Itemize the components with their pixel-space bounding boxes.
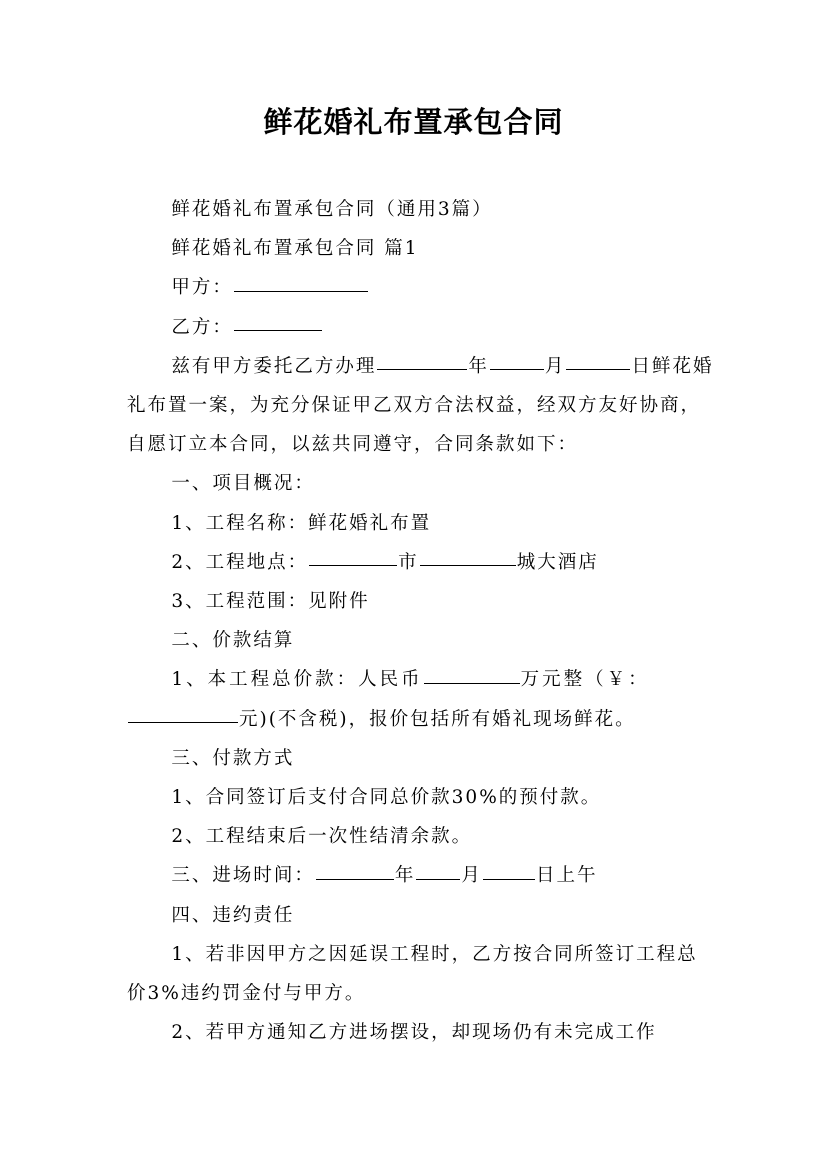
entry-month-blank	[416, 859, 460, 879]
item-2-label: 2、工程地点：	[171, 551, 309, 573]
price-text-1: 1、本工程总价款：人民币	[171, 669, 423, 691]
entry-year-blank	[316, 859, 394, 879]
section-1-heading: 一、项目概况：	[171, 473, 315, 495]
price-wan-blank	[424, 663, 520, 683]
breach-2-paragraph: 2、若甲方通知乙方进场摆设，却现场仍有未完成工作	[171, 1022, 657, 1044]
party-b-blank	[234, 310, 322, 330]
entry-day-label: 日上午	[535, 865, 598, 887]
chapter-line: 鲜花婚礼布置承包合同 篇1	[171, 238, 419, 260]
item-2-hotel: 城大酒店	[516, 551, 599, 573]
party-a-label: 甲方：	[171, 277, 233, 299]
intro-month-label: 月	[544, 355, 566, 377]
subtitle-line: 鲜花婚礼布置承包合同（通用3篇）	[171, 199, 493, 220]
section-4-heading: 四、违约责任	[171, 904, 295, 926]
intro-month-blank	[490, 350, 544, 370]
entry-day-blank	[483, 859, 535, 879]
hotel-blank	[420, 546, 516, 566]
breach-1-paragraph: 1、若非因甲方之因延误工程时，乙方按合同所签订工程总价3%违约罚金付与甲方。	[127, 943, 698, 1005]
pay-1-line: 1、合同签订后支付合同总价款30%的预付款。	[171, 787, 602, 809]
intro-text-1: 兹有甲方委托乙方办理	[171, 355, 377, 377]
pay-2-line: 2、工程结束后一次性结清余款。	[171, 826, 473, 848]
price-text-2: 万元整（￥：	[520, 669, 650, 691]
entry-time-line	[127, 856, 717, 895]
party-a-blank	[234, 271, 368, 291]
intro-day-blank	[566, 350, 630, 370]
intro-text-2: 日鲜花婚礼布置一案，为充分保证甲乙双方合法权益，经双方友好协商，自愿订立本合同，以兹共同遵守，合同条款如下：	[127, 355, 714, 456]
city-blank	[309, 546, 397, 566]
item-2-city: 市	[398, 551, 419, 573]
intro-year-blank	[377, 350, 467, 370]
intro-year-label: 年	[468, 355, 489, 377]
price-paragraph	[127, 660, 717, 738]
entry-year-label: 年	[394, 865, 416, 887]
party-b-line	[127, 308, 717, 347]
item-1-line: 1、工程名称：鲜花婚礼布置	[171, 512, 432, 534]
item-3-line: 3、工程范围：见附件	[171, 591, 370, 613]
entry-month-label: 月	[461, 865, 482, 887]
price-yuan-blank	[128, 702, 238, 722]
section-3-heading: 三、付款方式	[171, 747, 295, 769]
party-b-label: 乙方：	[171, 316, 233, 338]
document-title: 鲜花婚礼布置承包合同	[263, 105, 564, 139]
document-body	[127, 190, 717, 1052]
section-2-heading: 二、价款结算	[171, 630, 295, 652]
party-a-line	[127, 268, 717, 307]
intro-paragraph	[127, 347, 717, 465]
item-2-line	[127, 543, 717, 582]
price-text-3: 元)(不含税)，报价包括所有婚礼现场鲜花。	[239, 708, 636, 730]
entry-label: 三、进场时间：	[171, 865, 315, 887]
